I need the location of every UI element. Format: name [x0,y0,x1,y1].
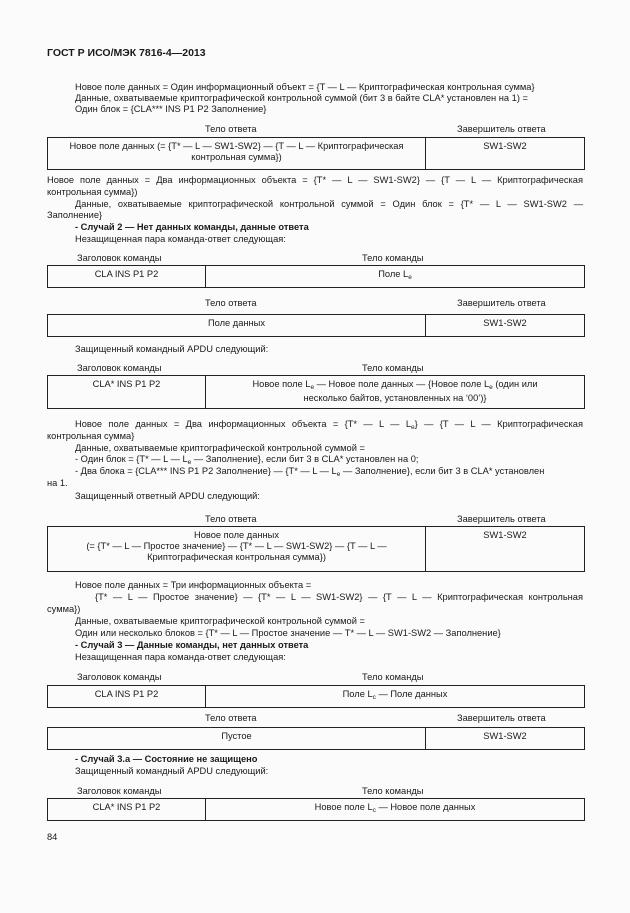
text-line: - Два блока = {CLA*** INS P1 P2 Заполнение} — {T* — L — $L_e$ — Заполнение}, если бит 3 в CLA* установлен [75,466,545,478]
column-caption: Заголовок команды [77,786,162,796]
column-caption: Завершитель ответа [457,124,546,134]
text-line: {T* — L — Простое значение} — {T* — L — SW1-SW2} — {T — L — Криптографическая контрольная [95,592,583,602]
response-body-cell: Пустое [48,728,426,750]
response-trailer-cell: SW1-SW2 [426,315,585,337]
column-caption: Тело ответа [205,124,257,134]
text-line: Один или несколько блоков = {T* — L — Простое значение — T* — L — SW1-SW2 — Заполнение} [75,628,501,638]
response-table [47,727,585,750]
case-heading: - Случай 2 — Нет данных команды, данные ответа [75,222,309,232]
text-line: Данные, охватываемые криптографической контрольной суммой (бит 3 в байте CLA* установлен на 1) = [75,93,528,103]
text-line: сумма}) [47,604,81,614]
response-trailer-cell: SW1-SW2 [426,728,585,750]
response-table [47,314,585,337]
document-header: ГОСТ Р ИСО/МЭК 7816-4—2013 [47,47,206,59]
column-caption: Завершитель ответа [457,514,546,524]
column-caption: Завершитель ответа [457,713,546,723]
text-line: Защищенный командный APDU следующий: [75,344,269,354]
text-line: Заполнение} [47,210,103,220]
text-line: Новое поле данных = Три информационных объекта = [75,580,312,590]
command-header-cell: CLA INS P1 P2 [48,686,206,708]
column-caption: Тело команды [362,672,424,682]
case-heading: - Случай 3 — Данные команды, нет данных ответа [75,640,309,650]
column-caption: Тело ответа [205,713,257,723]
text-line: Защищенный командный APDU следующий: [75,766,269,776]
text-line: контрольная сумма} [47,431,135,441]
command-table [47,265,585,288]
command-header-cell: CLA INS P1 P2 [48,266,206,288]
command-body-cell: Поле $L_e$ [206,266,585,288]
command-table [47,375,585,409]
column-caption: Заголовок команды [77,253,162,263]
text-line: Данные, охватываемые криптографической контрольной суммой = Один блок = {T* — L — SW1-SW2 — [75,199,583,209]
response-body-cell: Новое поле данных (= {T* — L — Простое значение} — {T* — L — SW1-SW2} — {T — L — Криптографическая контрольная сумма}) [48,527,426,572]
command-table [47,685,585,708]
command-table [47,798,585,821]
response-table [47,526,585,572]
command-header-cell: CLA* INS P1 P2 [48,799,206,821]
command-body-cell: Новое поле $L_c$ — Новое поле данных [206,799,585,821]
column-caption: Тело команды [362,786,424,796]
text-line: Новое поле данных = Два информационных объекта = {T* — L — SW1-SW2} — {T — L — Криптографическая [47,175,583,185]
command-body-cell: Поле $L_c$ — Поле данных [206,686,585,708]
text-line: на 1. [47,478,68,488]
text-line: Новое поле данных = Два информационных объекта = {T* — L — $L_e$} — {T — L — Криптографическая [75,419,583,431]
column-caption: Заголовок команды [77,672,162,682]
text-line: Один блок = {CLA*** INS P1 P2 Заполнение} [75,104,267,114]
text-line: Данные, охватываемые криптографической контрольной суммой = [75,443,365,453]
response-body-cell: Поле данных [48,315,426,337]
text-line: Новое поле данных = Один информационный объект = {T — L — Криптографическая контрольная сумма} [75,82,535,92]
column-caption: Тело команды [362,253,424,263]
text-line: Незащищенная пара команда-ответ следующая: [75,234,286,244]
column-caption: Тело команды [362,363,424,373]
column-caption: Завершитель ответа [457,298,546,308]
response-table [47,137,585,170]
command-header-cell: CLA* INS P1 P2 [48,376,206,409]
column-caption: Заголовок команды [77,363,162,373]
page-number: 84 [47,832,58,842]
text-line: Данные, охватываемые криптографической контрольной суммой = [75,616,365,626]
text-line: Незащищенная пара команда-ответ следующая: [75,652,286,662]
command-body-cell: Новое поле $L_e$ — Новое поле данных — {Новое поле $L_e$ (один или несколько байтов, установленных на ‘00’)} [206,376,585,409]
column-caption: Тело ответа [205,514,257,524]
text-line: контрольная сумма}) [47,187,138,197]
text-line: Защищенный ответный APDU следующий: [75,491,260,501]
text-line: - Один блок = {T* — L — $L_e$ — Заполнение}, если бит 3 в CLA* установлен на 0; [75,454,419,466]
response-body-cell: Новое поле данных (= {T* — L — SW1-SW2} — {T — L — Криптографическая контрольная сумма}) [48,138,426,170]
column-caption: Тело ответа [205,298,257,308]
case-heading: - Случай 3.a — Состояние не защищено [75,754,258,764]
response-trailer-cell: SW1-SW2 [426,527,585,572]
response-trailer-cell: SW1-SW2 [426,138,585,170]
